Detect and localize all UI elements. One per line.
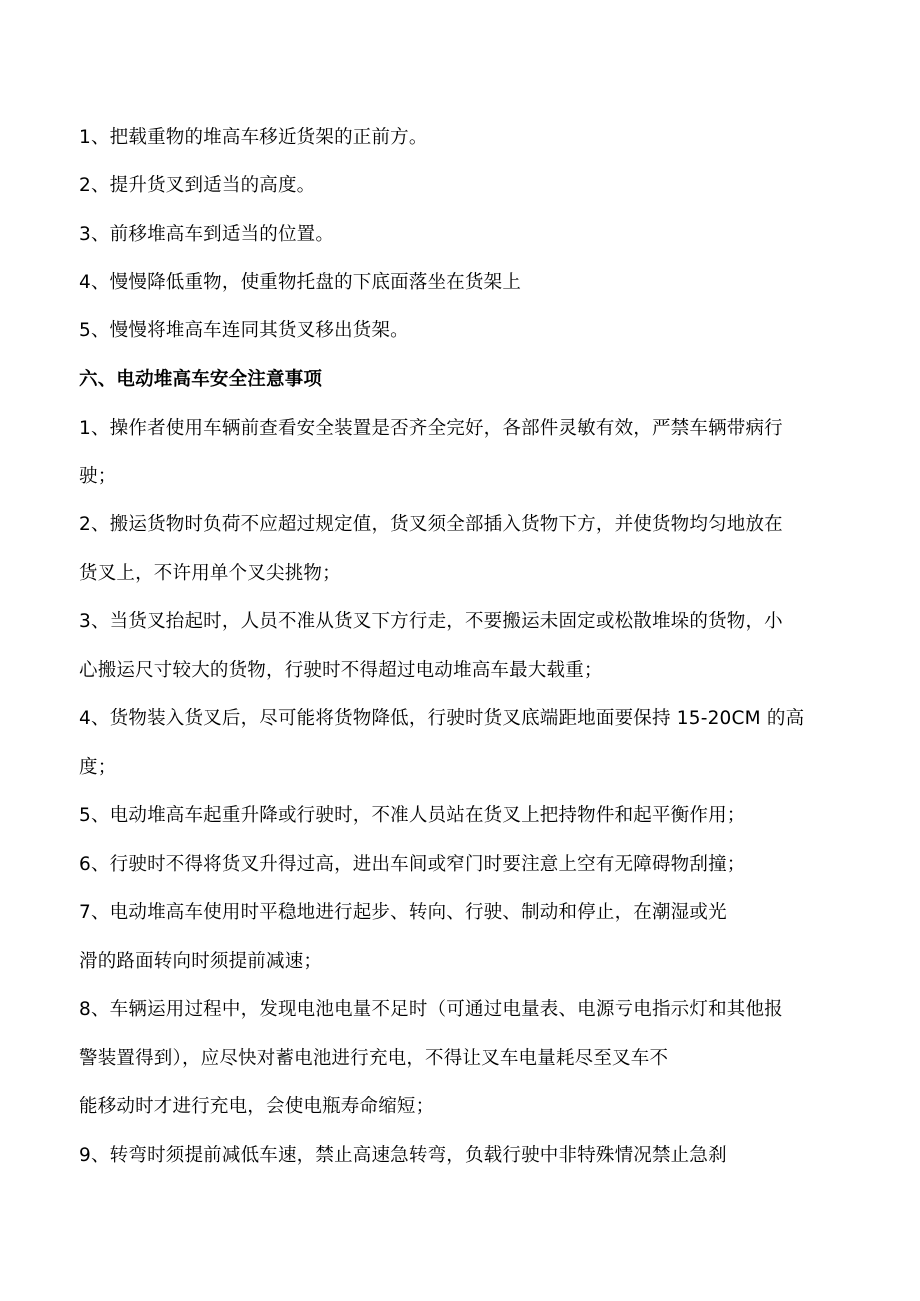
step-2-line: 2、提升货叉到适当的高度。 xyxy=(79,175,316,196)
rule-8-line-c: 能移动时才进行充电，会使电瓶寿命缩短； xyxy=(79,1096,435,1117)
rule-2-line-a: 2、搬运货物时负荷不应超过规定值，货叉须全部插入货物下方，并使货物均匀地放在 xyxy=(79,514,783,535)
rule-4-line-b: 度； xyxy=(79,757,117,778)
step-5-line: 5、慢慢将堆高车连同其货叉移出货架。 xyxy=(79,320,409,341)
rule-6-line: 6、行驶时不得将货叉升得过高，进出车间或窄门时要注意上空有无障碍物刮撞； xyxy=(79,854,746,875)
rule-4-line-a: 4、货物装入货叉后，尽可能将货物降低，行驶时货叉底端距地面要保持 15-20CM 的高 xyxy=(79,708,805,729)
rule-2-line-b: 货叉上，不许用单个叉尖挑物； xyxy=(79,563,341,584)
rule-5-line: 5、电动堆高车起重升降或行驶时，不准人员站在货叉上把持物件和起平衡作用； xyxy=(79,805,746,826)
rule-8-line-a: 8、车辆运用过程中，发现电池电量不足时（可通过电量表、电源亏电指示灯和其他报 xyxy=(79,999,783,1020)
rule-7-line-a: 7、电动堆高车使用时平稳地进行起步、转向、行驶、制动和停止，在潮湿或光 xyxy=(79,902,727,923)
rule-7-line-b: 滑的路面转向时须提前减速； xyxy=(79,951,323,972)
rule-3-line-b: 心搬运尺寸较大的货物，行驶时不得超过电动堆高车最大载重； xyxy=(79,660,603,681)
rule-1-line-b: 驶； xyxy=(79,466,117,487)
rule-8-line-b: 警装置得到），应尽快对蓄电池进行充电，不得让叉车电量耗尽至叉车不 xyxy=(79,1048,669,1069)
rule-1-line-a: 1、操作者使用车辆前查看安全装置是否齐全完好，各部件灵敏有效，严禁车辆带病行 xyxy=(79,418,783,439)
section-heading: 六、电动堆高车安全注意事项 xyxy=(79,369,323,390)
rule-9-line: 9、转弯时须提前减低车速，禁止高速急转弯，负载行驶中非特殊情况禁止急刹 xyxy=(79,1145,727,1166)
step-4-line: 4、慢慢降低重物，使重物托盘的下底面落坐在货架上 xyxy=(79,272,522,293)
rule-3-line-a: 3、当货叉抬起时，人员不准从货叉下方行走，不要搬运未固定或松散堆垛的货物，小 xyxy=(79,611,783,632)
step-3-line: 3、前移堆高车到适当的位置。 xyxy=(79,224,335,245)
step-1-line: 1、把载重物的堆高车移近货架的正前方。 xyxy=(79,127,428,148)
